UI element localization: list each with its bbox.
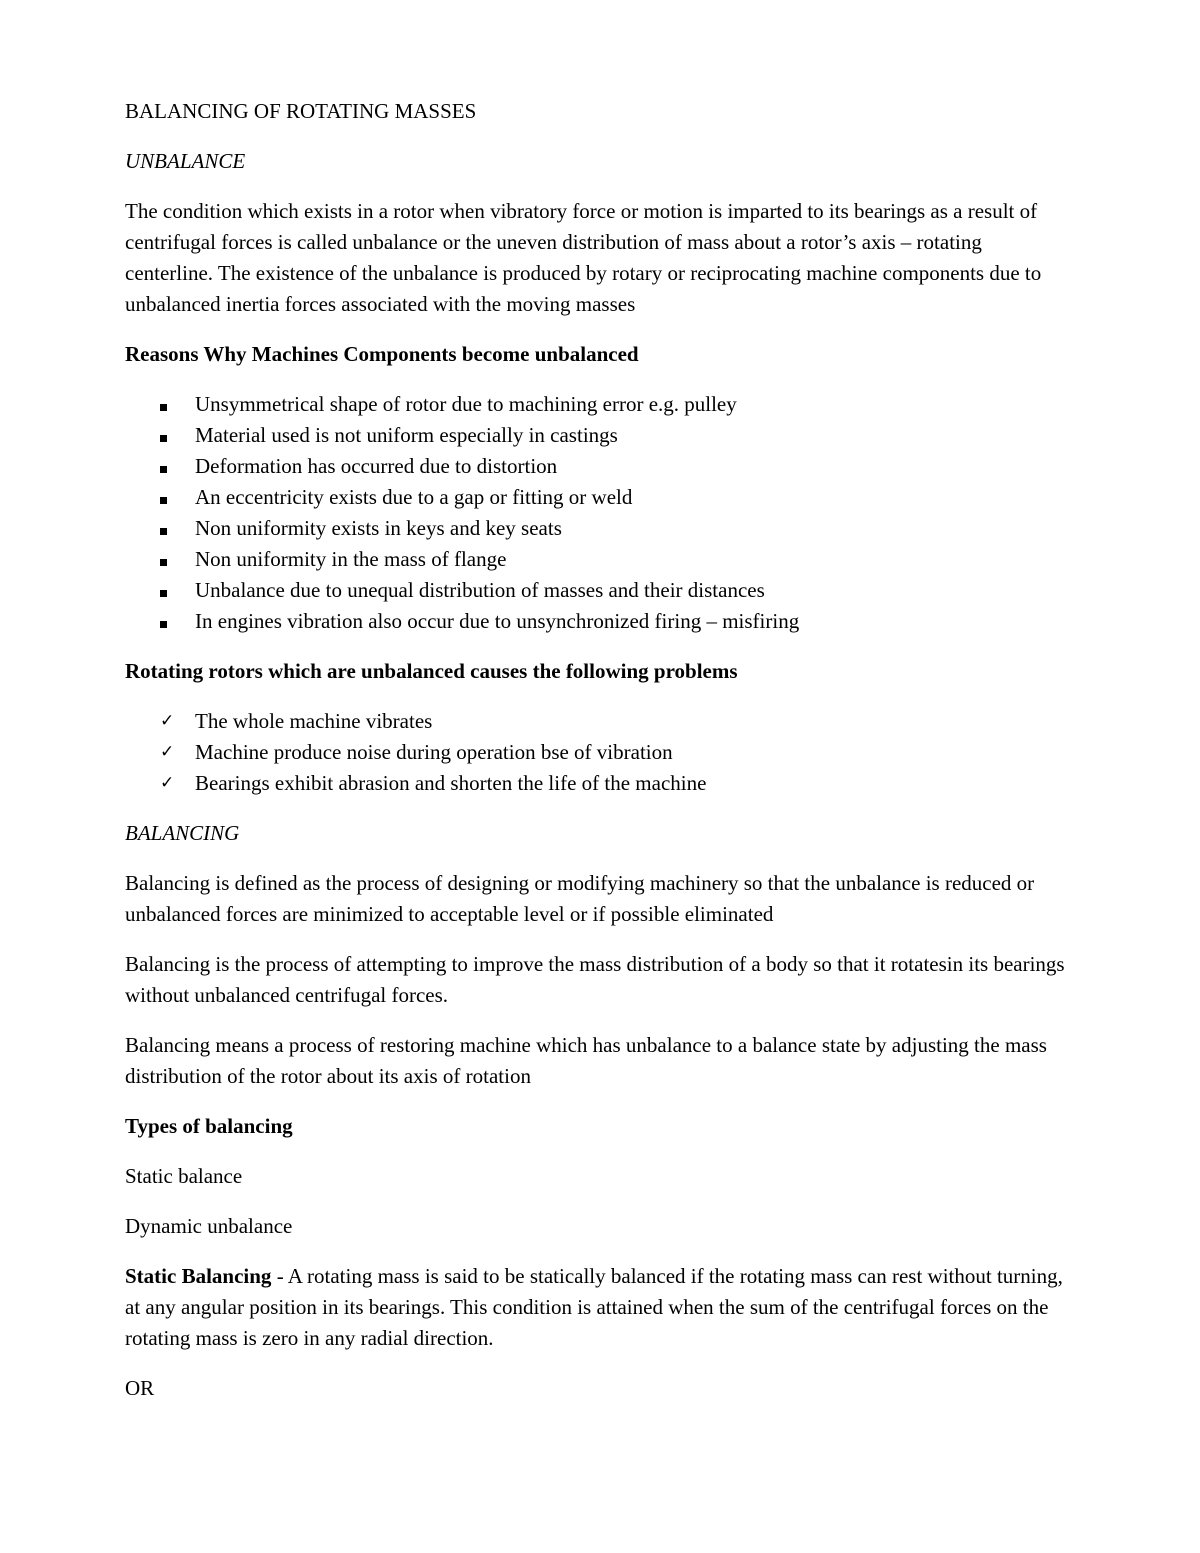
list-item-text: Unbalance due to unequal distribution of masses and their distances (195, 578, 765, 602)
balancing-paragraph-3: Balancing means a process of restoring machine which has unbalance to a balance state by adjusting the mass distribution of the rotor about its axis of rotation (125, 1033, 1047, 1088)
list-item (125, 482, 1075, 513)
types-heading: Types of balancing (125, 1114, 293, 1138)
square-bullet-icon (160, 513, 180, 544)
list-item-text: An eccentricity exists due to a gap or fitting or weld (195, 485, 633, 509)
square-bullet-icon (160, 420, 180, 451)
balancing-paragraph-2: Balancing is the process of attempting to improve the mass distribution of a body so that it rotatesin its bearings without unbalanced centrifugal forces. (125, 952, 1065, 1007)
list-item (125, 451, 1075, 482)
problems-heading: Rotating rotors which are unbalanced causes the following problems (125, 659, 738, 683)
or-text: OR (125, 1376, 155, 1400)
unbalance-heading: UNBALANCE (125, 149, 246, 173)
list-item (125, 513, 1075, 544)
square-bullet-icon (160, 606, 180, 637)
list-item (125, 389, 1075, 420)
list-item (125, 606, 1075, 637)
list-item (125, 420, 1075, 451)
balancing-paragraph-1: Balancing is defined as the process of designing or modifying machinery so that the unbalance is reduced or unbalanced forces are minimized to acceptable level or if possible eliminated (125, 871, 1035, 926)
reasons-list (125, 389, 1075, 637)
list-item (125, 575, 1075, 606)
list-item-text: Deformation has occurred due to distortion (195, 454, 558, 478)
static-balancing-paragraph (125, 1261, 1075, 1354)
list-item-text: Material used is not uniform especially in castings (195, 423, 618, 447)
document-title: BALANCING OF ROTATING MASSES (125, 99, 477, 123)
checkmark-icon: ✓ (160, 742, 175, 762)
square-bullet-icon (160, 482, 180, 513)
list-item-text: Non uniformity exists in keys and key seats (195, 516, 562, 540)
unbalance-paragraph: The condition which exists in a rotor when vibratory force or motion is imparted to its bearings as a result of centrifugal forces is called unbalance or the uneven distribution of mass about a rotor’s axis – rotating centerline. The existence of the unbalance is produced by rotary or reciprocating machine components due to unbalanced inertia forces associated with the moving masses (125, 199, 1042, 316)
list-item-text: Machine produce noise during operation bse of vibration (195, 740, 673, 764)
square-bullet-icon (160, 451, 180, 482)
document-page (125, 96, 1075, 1423)
square-bullet-icon (160, 544, 180, 575)
list-item-text: In engines vibration also occur due to unsynchronized firing – misfiring (195, 609, 800, 633)
problems-list (125, 706, 1075, 799)
list-item-text: Bearings exhibit abrasion and shorten the life of the machine (195, 771, 707, 795)
list-item-text: The whole machine vibrates (195, 709, 433, 733)
type-static-balance: Static balance (125, 1164, 243, 1188)
balancing-heading: BALANCING (125, 821, 240, 845)
checkmark-icon: ✓ (160, 773, 175, 793)
list-item (125, 737, 1075, 768)
static-balancing-definition: - A rotating mass is said to be statically balanced if the rotating mass can rest without turning, at any angular position in its bearings. This condition is attained when the sum of the centrifugal forces on the rotating mass is zero in any radial direction. (125, 1264, 1063, 1350)
type-dynamic-unbalance: Dynamic unbalance (125, 1214, 293, 1238)
list-item (125, 768, 1075, 799)
list-item-text: Unsymmetrical shape of rotor due to machining error e.g. pulley (195, 392, 737, 416)
reasons-heading: Reasons Why Machines Components become unbalanced (125, 342, 639, 366)
static-balancing-term: Static Balancing (125, 1264, 272, 1288)
list-item-text: Non uniformity in the mass of flange (195, 547, 507, 571)
list-item (125, 544, 1075, 575)
square-bullet-icon (160, 389, 180, 420)
checkmark-icon: ✓ (160, 711, 175, 731)
list-item (125, 706, 1075, 737)
square-bullet-icon (160, 575, 180, 606)
